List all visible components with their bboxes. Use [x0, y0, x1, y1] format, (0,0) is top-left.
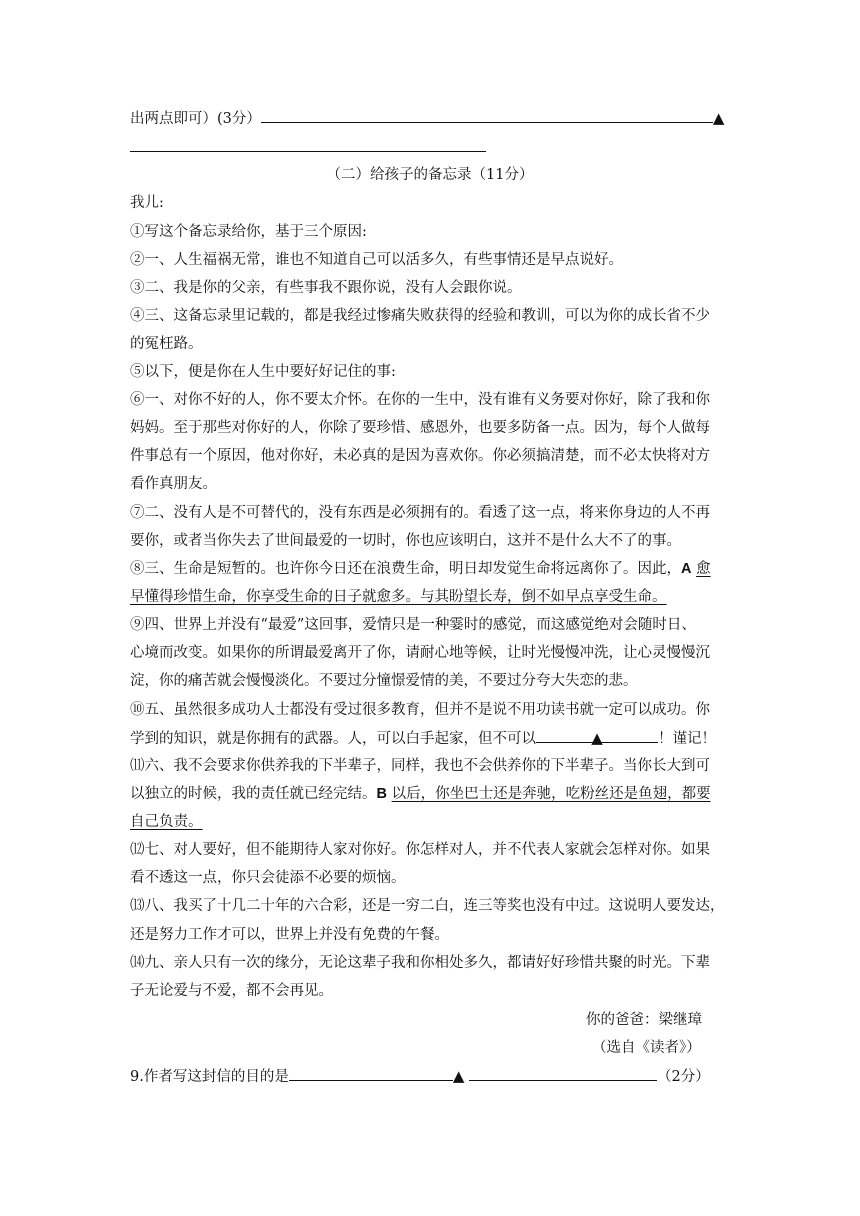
paragraph-5: ⑤以下，便是你在人生中要好好记住的事: — [130, 364, 396, 380]
paragraph-8-line-1: ⑧三、生命是短暂的。也许你今日还在浪费生命，明日却发觉生命将远离你了。因此，A 愈 — [130, 561, 711, 577]
paragraph-6-line-1: ⑥一、对你不好的人，你不要太介怀。在你的一生中，没有谁有义务要对你好，除了我和你 — [130, 392, 710, 408]
paragraph-7-line-2: 要你，或者当你失去了世间最爱的一切时，你也应该明白，这并不是什么大不了的事。 — [130, 533, 681, 549]
answer-blank-9b[interactable] — [469, 1066, 657, 1081]
signature: 你的爸爸：梁继璋 — [586, 1012, 702, 1028]
source-citation: （选自《读者》） — [592, 1040, 701, 1056]
paragraph-14-line-1: ⒁九、亲人只有一次的缘分，无论这辈子我和你相处多久，都请好好珍惜共聚的时光。下辈 — [130, 955, 710, 971]
paragraph-2: ②一、人生福祸无常，谁也不知道自己可以活多久，有些事情还是早点说好。 — [130, 252, 623, 268]
answer-blank-line-2[interactable] — [130, 151, 486, 152]
paragraph-6-line-4: 看作真朋友。 — [130, 476, 217, 492]
paragraph-10-line-2: 学到的知识，就是你拥有的武器。人，可以白手起家，但不可以 ▲ ！谨记！ — [130, 729, 716, 747]
paragraph-6-line-3: 件事总有一个原因，他对你好，未必真的是因为喜欢你。你必须搞清楚，而不必太快将对方 — [130, 448, 710, 464]
paragraph-3: ③二、我是你的父亲，有些事我不跟你说，没有人会跟你说。 — [130, 280, 522, 296]
paragraph-6-line-2: 妈妈。至于那些对你好的人，你除了要珍惜、感恩外，也要多防备一点。因为，每个人做每 — [130, 420, 710, 436]
paragraph-9-line-1: ⑨四、世界上并没有“最爱”这回事，爱情只是一种霎时的感觉，而这感觉绝对会随时日、 — [130, 617, 696, 633]
paragraph-13-line-1: ⒀八、我买了十几二十年的六合彩，还是一穷二白，连三等奖也没有中过。这说明人要发达， — [130, 898, 725, 914]
underline-mark-b: B — [376, 786, 387, 802]
fill-in-blank-10[interactable] — [536, 728, 658, 747]
paragraph-14-line-2: 子无论爱与不爱，都不会再见。 — [130, 983, 333, 999]
question-9: 9.作者写这封信的目的是 ▲ （2分） — [130, 1067, 710, 1085]
answer-blank-9a[interactable] — [289, 1066, 453, 1081]
paragraph-4-line-2: 的冤枉路。 — [130, 336, 203, 352]
paragraph-11-line-1: ⑾六、我不会要求你供养我的下半辈子，同样，我也不会供养你的下半辈子。当你长大到可 — [130, 758, 710, 774]
paragraph-11-line-3: 自己负责。 — [130, 814, 203, 830]
underline-mark-a: A — [681, 561, 692, 577]
paragraph-9-line-3: 淀，你的痛苦就会慢慢淡化。不要过分憧憬爱情的美，不要过分夸大失恋的悲。 — [130, 673, 638, 689]
paragraph-11-line-2: 以独立的时候，我的责任就已经完结。B 以后，你坐巴士还是奔驰，吃粉丝还是鱼翅，都要 — [130, 786, 711, 802]
triangle-marker: ▲ — [591, 729, 603, 747]
triangle-marker: ▲ — [712, 109, 725, 127]
paragraph-4-line-1: ④三、这备忘录里记载的，都是我经过惨痛失败获得的经验和教训，可以为你的成长省不少 — [130, 308, 710, 324]
paragraph-13-line-2: 还是努力工作才可以，世界上并没有免费的午餐。 — [130, 927, 449, 943]
paragraph-12-line-2: 看不透这一点，你只会徒添不必要的烦恼。 — [130, 870, 406, 886]
paragraph-9-line-2: 心境而改变。如果你的所谓最爱离开了你，请耐心地等候，让时光慢慢冲洗，让心灵慢慢沉 — [130, 645, 710, 661]
section-title: （二）给孩子的备忘录（11分） — [326, 167, 534, 183]
question-8-tail: 出两点即可）(3分） ▲ — [130, 109, 725, 127]
triangle-marker: ▲ — [452, 1067, 465, 1085]
salutation: 我儿: — [130, 195, 164, 211]
answer-blank[interactable] — [261, 108, 713, 123]
paragraph-7-line-1: ⑦二、没有人是不可替代的，没有东西是必须拥有的。看透了这一点，将来你身边的人不再 — [130, 505, 710, 521]
paragraph-8-line-2: 早懂得珍惜生命，你享受生命的日子就愈多。与其盼望长寿，倒不如早点享受生命。 — [130, 589, 667, 605]
paragraph-1: ①写这个备忘录给你，基于三个原因: — [130, 224, 367, 240]
paragraph-10-line-1: ⑩五、虽然很多成功人士都没有受过很多教育，但并不是说不用功读书就一定可以成功。你 — [130, 702, 710, 718]
paragraph-12-line-1: ⑿七、对人要好，但不能期待人家对你好。你怎样对人，并不代表人家就会怎样对你。如果 — [130, 842, 710, 858]
